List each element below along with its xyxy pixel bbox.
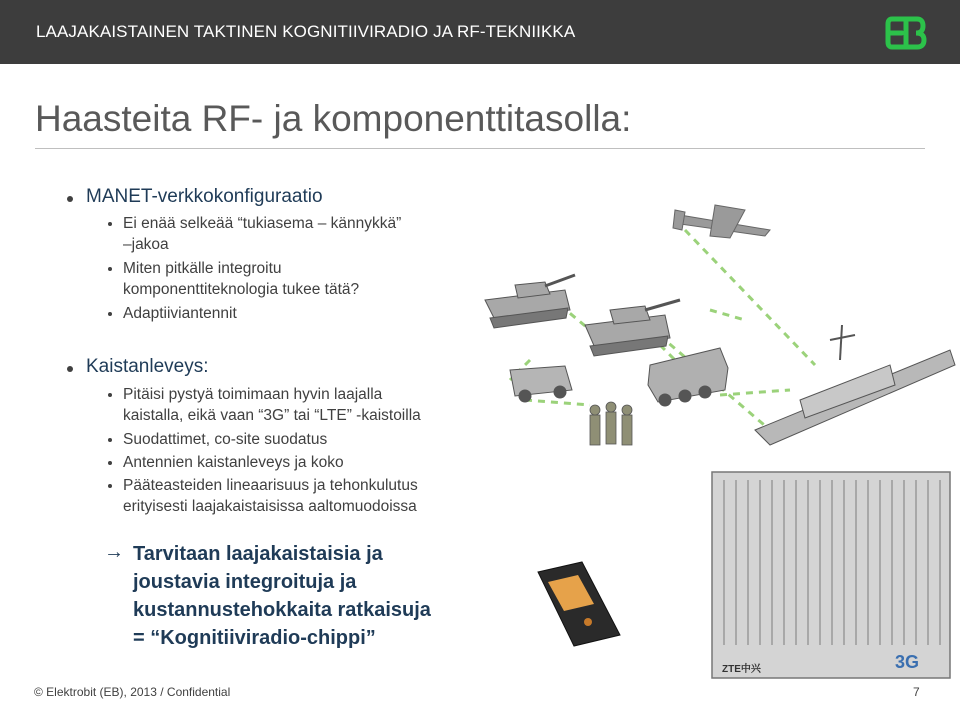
arrow-right-icon: → <box>104 541 124 563</box>
bullet-dot <box>108 267 112 271</box>
list-item: Pääteasteiden lineaarisuus ja tehonkulutus erityisesti laajakaistaisissa aaltomuodoissa <box>123 477 418 515</box>
bullet-dot <box>108 222 112 226</box>
base-station-icon <box>712 472 950 678</box>
bullet-dot <box>108 438 112 442</box>
footer-copyright: © Elektrobit (EB), 2013 / Confidential <box>34 685 231 699</box>
section-heading-bandwidth: Kaistanleveys: <box>86 356 209 377</box>
conclusion-text: Tarvitaan laajakaistaisia ja joustavia integroituja ja kustannustehokkaita ratkaisuja = “Kognitiiviradio-chippi” <box>133 543 431 649</box>
bullet-dot <box>108 461 112 465</box>
title-divider <box>35 148 925 149</box>
bullet-dot <box>108 484 112 488</box>
tank-icon <box>585 300 680 356</box>
armored-vehicle-icon <box>648 348 728 406</box>
mobile-phone-icon <box>538 562 620 646</box>
soldiers-icon <box>590 402 632 445</box>
header-bar <box>0 0 960 64</box>
humvee-icon <box>510 366 572 402</box>
slide-title: Haasteita RF- ja komponenttitasolla: <box>35 98 632 139</box>
3g-logo-icon: 3G <box>895 652 920 672</box>
bullet-dot <box>67 366 73 372</box>
bullet-dot <box>108 312 112 316</box>
tactical-network-illustration <box>470 190 960 690</box>
list-item: Miten pitkälle integroitu komponenttiteknologia tukee tätä? <box>123 260 360 298</box>
eb-logo-icon <box>884 13 928 53</box>
tank-icon <box>485 275 575 328</box>
list-item: Antennien kaistanleveys ja koko <box>123 454 344 471</box>
page-number: 7 <box>913 685 920 699</box>
list-item: Adaptiiviantennit <box>123 305 237 322</box>
warship-icon <box>755 325 955 445</box>
list-item: Ei enää selkeää “tukiasema – kännykkä” –jakoa <box>123 215 402 253</box>
bullet-dot <box>67 196 73 202</box>
base-station-label: ZTE中兴 <box>722 664 761 675</box>
header-title: LAAJAKAISTAINEN TAKTINEN KOGNITIIVIRADIO JA RF-TEKNIIKKA <box>36 22 576 41</box>
bullet-dot <box>108 393 112 397</box>
section-heading-manet: MANET-verkkokonfiguraatio <box>86 186 323 207</box>
list-item: Suodattimet, co-site suodatus <box>123 431 328 448</box>
list-item: Pitäisi pystyä toimimaan hyvin laajalla kaistalla, eikä vaan “3G” tai “LTE” -kaistoilla <box>123 386 421 424</box>
